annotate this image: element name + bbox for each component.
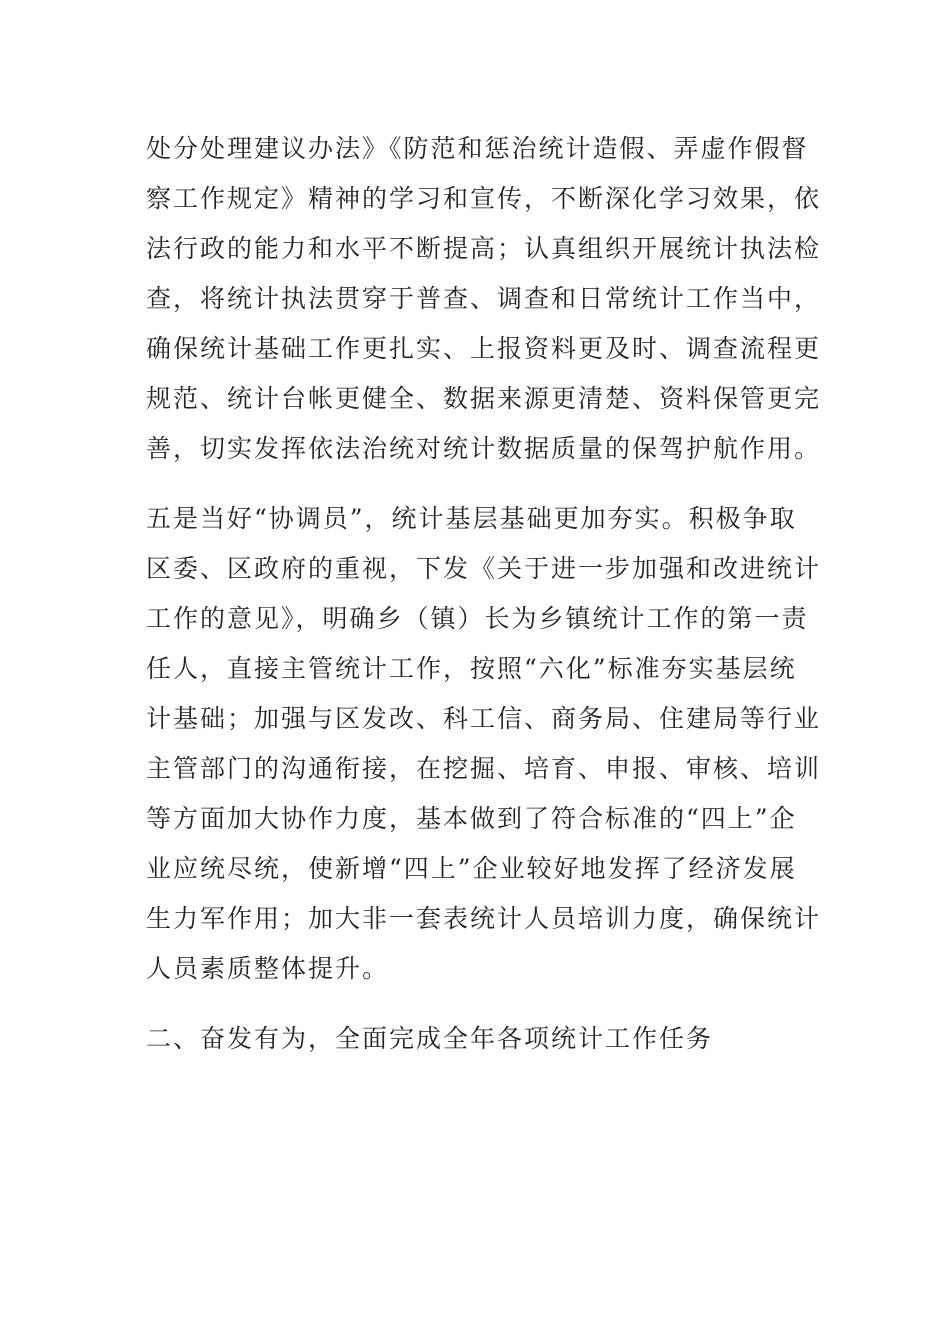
text-line: 善，切实发挥依法治统对统计数据质量的保驾护航作用。 <box>146 434 822 463</box>
text-line: 查，将统计执法贯穿于普查、调查和日常统计工作当中， <box>146 284 822 313</box>
text-line: 工作的意见》，明确乡（镇）长为乡镇统计工作的第一责 <box>146 604 809 633</box>
text-line: 处分处理建议办法》《防范和惩治统计造假、弄虚作假督 <box>146 134 809 163</box>
paragraph-gap <box>146 474 796 494</box>
section-heading <box>146 1014 796 1064</box>
text-line: 等方面加大协作力度，基本做到了符合标准的“四上”企 <box>146 804 797 833</box>
paragraph-gap <box>146 994 796 1014</box>
text-line: 主管部门的沟通衔接，在挖掘、培育、申报、审核、培训 <box>146 754 822 783</box>
section-heading-text: 二、奋发有为，全面完成全年各项统计工作任务 <box>146 1024 714 1053</box>
paragraph-coordinator <box>146 494 822 994</box>
text-line: 业应统尽统，使新增“四上”企业较好地发挥了经济发展 <box>146 854 797 883</box>
text-line: 五是当好“协调员”，统计基层基础更加夯实。积极争取 <box>146 504 797 533</box>
document-body <box>146 124 822 1064</box>
text-line: 确保统计基础工作更扎实、上报资料更及时、调查流程更 <box>146 334 822 363</box>
text-line: 法行政的能力和水平不断提高；认真组织开展统计执法检 <box>146 234 822 263</box>
text-line: 生力军作用；加大非一套表统计人员培训力度，确保统计 <box>146 904 822 933</box>
text-line: 计基础；加强与区发改、科工信、商务局、住建局等行业 <box>146 704 822 733</box>
text-line: 区委、区政府的重视，下发《关于进一步加强和改进统计 <box>146 554 822 583</box>
text-line: 任人，直接主管统计工作，按照“六化”标准夯实基层统 <box>146 654 797 683</box>
paragraph-law-enforcement <box>146 124 822 474</box>
text-line: 察工作规定》精神的学习和宣传，不断深化学习效果，依 <box>146 184 822 213</box>
text-line: 规范、统计台帐更健全、数据来源更清楚、资料保管更完 <box>146 384 822 413</box>
text-line: 人员素质整体提升。 <box>146 954 390 983</box>
